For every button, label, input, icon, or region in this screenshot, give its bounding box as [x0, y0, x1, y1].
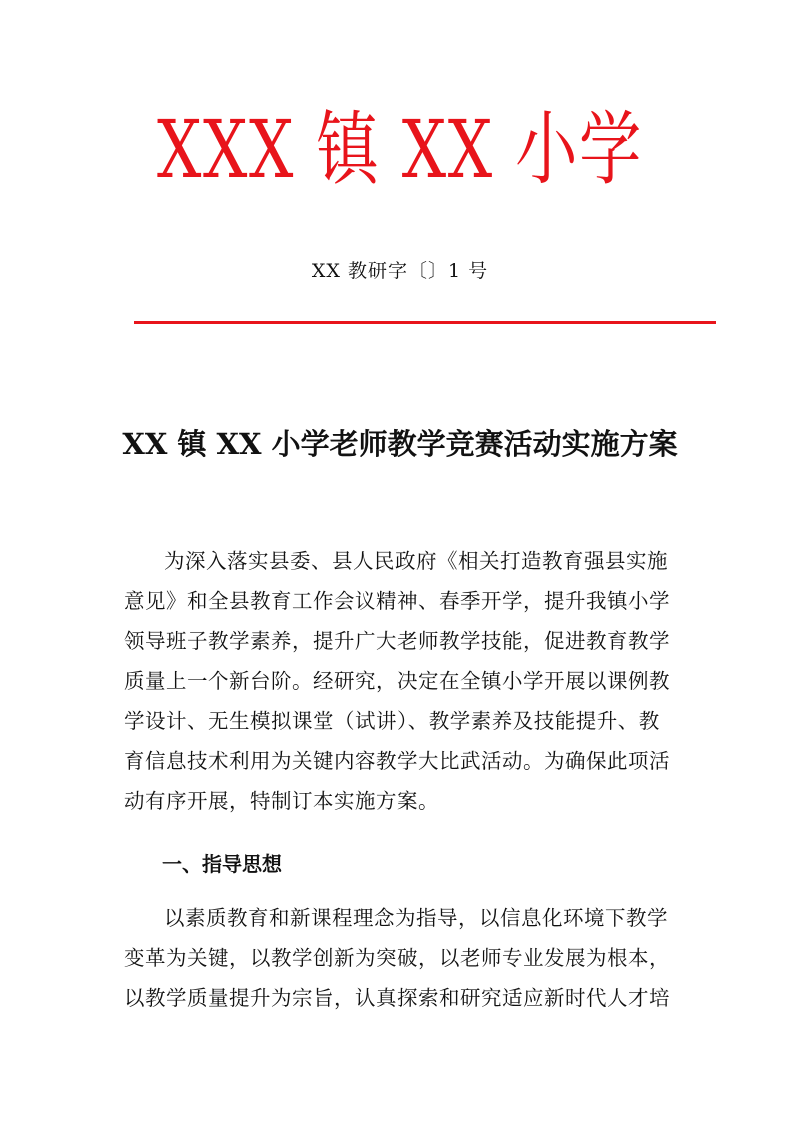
letterhead-title: XXX 镇 XX 小学 [157, 103, 643, 196]
paragraph-line: 为深入落实县委、县人民政府《相关打造教育强县实施 [164, 549, 668, 573]
paragraph-line: 动有序开展，特制订本实施方案。 [124, 789, 439, 813]
paragraph-line: 变革为关键，以教学创新为突破，以老师专业发展为根本， [124, 946, 670, 970]
paragraph-line: 学设计、无生模拟课堂（试讲）、教学素养及技能提升、教 [124, 709, 660, 733]
paragraph-line: 领导班子教学素养，提升广大老师教学技能，促进教育教学 [124, 629, 670, 653]
document-title: XX 镇 XX 小学老师教学竞赛活动实施方案 [122, 427, 678, 461]
guiding-ideology-paragraph [124, 898, 684, 1018]
paragraph-line: 意见》和全县教育工作会议精神、春季开学，提升我镇小学 [124, 589, 670, 613]
section-heading-guiding-ideology: 一、指导思想 [162, 852, 282, 876]
paragraph-line: 以教学质量提升为宗旨，认真探索和研究适应新时代人才培 [124, 986, 670, 1010]
paragraph-line: 质量上一个新台阶。经研究，决定在全镇小学开展以课例教 [124, 669, 670, 693]
paragraph-line: 以素质教育和新课程理念为指导，以信息化环境下教学 [164, 906, 668, 930]
document-number: XX 教研字〔〕1 号 [311, 260, 489, 282]
paragraph-line: 育信息技术利用为关键内容教学大比武活动。为确保此项活 [124, 749, 670, 773]
red-divider-line [134, 321, 716, 324]
intro-paragraph [124, 541, 684, 821]
